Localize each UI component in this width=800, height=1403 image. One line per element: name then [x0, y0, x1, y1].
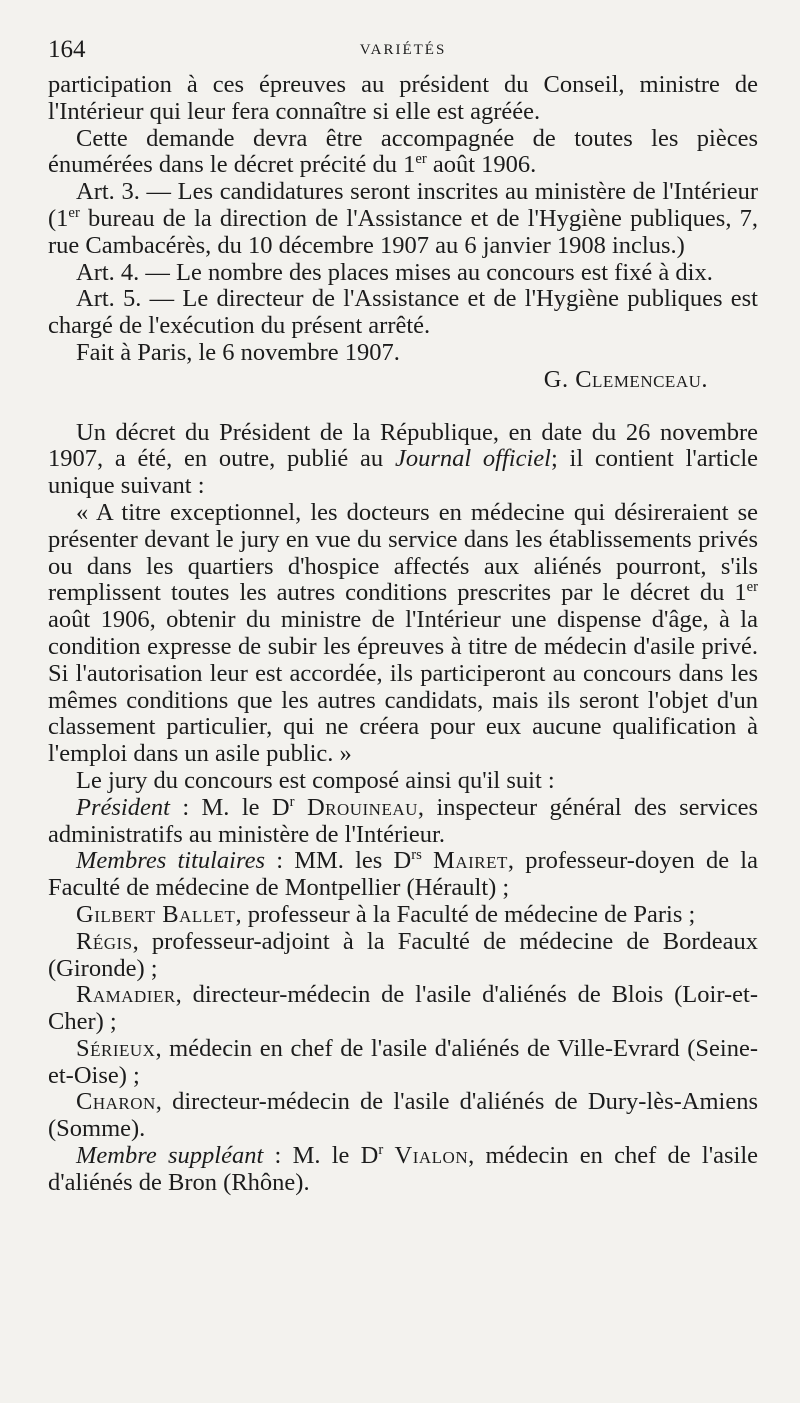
page-header: [48, 30, 758, 72]
jury-member-ballet: Gilbert Ballet, professeur à la Faculté de médecine de Paris ;: [76, 900, 696, 928]
paragraph-demande: Cette demande devra être accompagnée de toutes les pièces énumérées dans le décret précité du 1er août 1906.: [48, 124, 758, 179]
jury-membres-mairet: Membres titulaires : MM. les $D^{rs}$ Mairet, professeur-doyen de la Faculté de médecine de Montpellier (Hérault) ;: [48, 847, 758, 902]
fait-a-paris: Fait à Paris, le 6 novembre 1907.: [76, 338, 400, 366]
paragraph-continuation: participation à ces épreuves au président du Conseil, ministre de l'Intérieur qui leur fera connaître si elle est agréée.: [48, 71, 758, 125]
paragraph-decret: Un décret du Président de la République, en date du 26 novembre 1907, a été, en outre, publié au Journal officiel; il contient l'article unique suivant :: [48, 418, 759, 500]
article-5: Art. 5. — Le directeur de l'Assistance et de l'Hygiène publiques est chargé de l'exécution du présent arrêté.: [48, 285, 758, 340]
journal-officiel: Journal officiel: [394, 445, 551, 473]
article-4: Art. 4. — Le nombre des places mises au concours est fixé à dix.: [76, 258, 713, 286]
signature: G. Clemenceau.: [543, 365, 708, 393]
jury-member-ramadier: Ramadier, directeur-médecin de l'asile d'aliénés de Blois (Loir-et-Cher) ;: [48, 981, 758, 1036]
jury-member-regis: Régis, professeur-adjoint à la Faculté de médecine de Bordeaux (Gironde) ;: [48, 927, 758, 982]
article-3: Art. 3. — Les candidatures seront inscrites au ministère de l'Intérieur (1er bureau de la direction de l'Assistance et de l'Hygiène publiques, 7, rue Cambacérès, du 10 décembre 1907 au 6 janvier 1908 inclus.): [48, 178, 758, 259]
jury-member-serieux: Sérieux, médecin en chef de l'asile d'aliénés de Ville-Evrard (Seine-et-Oise) ;: [48, 1034, 758, 1089]
jury-intro: Le jury du concours est composé ainsi qu'il suit :: [76, 766, 555, 794]
running-title: VARIÉTÉS: [359, 42, 447, 58]
jury-member-charon: Charon, directeur-médecin de l'asile d'aliénés de Dury-lès-Amiens (Somme).: [48, 1088, 758, 1143]
jury-president: Président : M. le $D^r$ Drouineau, inspecteur général des services administratifs au ministère de l'Intérieur.: [48, 793, 758, 848]
quoted-article: « A titre exceptionnel, les docteurs en médecine qui désireraient se présenter devant le jury en vue du service dans les établissements privés ou dans les quartiers d'hospice affectés aux aliénés pourront, s'ils remplissent toutes les autres conditions prescrites par le décret du 1er août 1906, obtenir du ministre de l'Intérieur une dispense d'âge, à la condition expresse de subir les épreuves à titre de médecin d'asile privé. Si l'autorisation leur est accordée, ils participeront au concours dans les mêmes conditions que les autres candidats, mais ils seront l'objet d'un classement particulier, qui ne créera pour eux aucune qualification à l'emploi dans un asile public. »: [48, 498, 758, 768]
page-number: 164: [48, 36, 86, 63]
jury-suppleant: Membre suppléant : M. le $D^r$ Vialon, médecin en chef de l'asile d'aliénés de Bron (Rhône).: [48, 1141, 759, 1196]
